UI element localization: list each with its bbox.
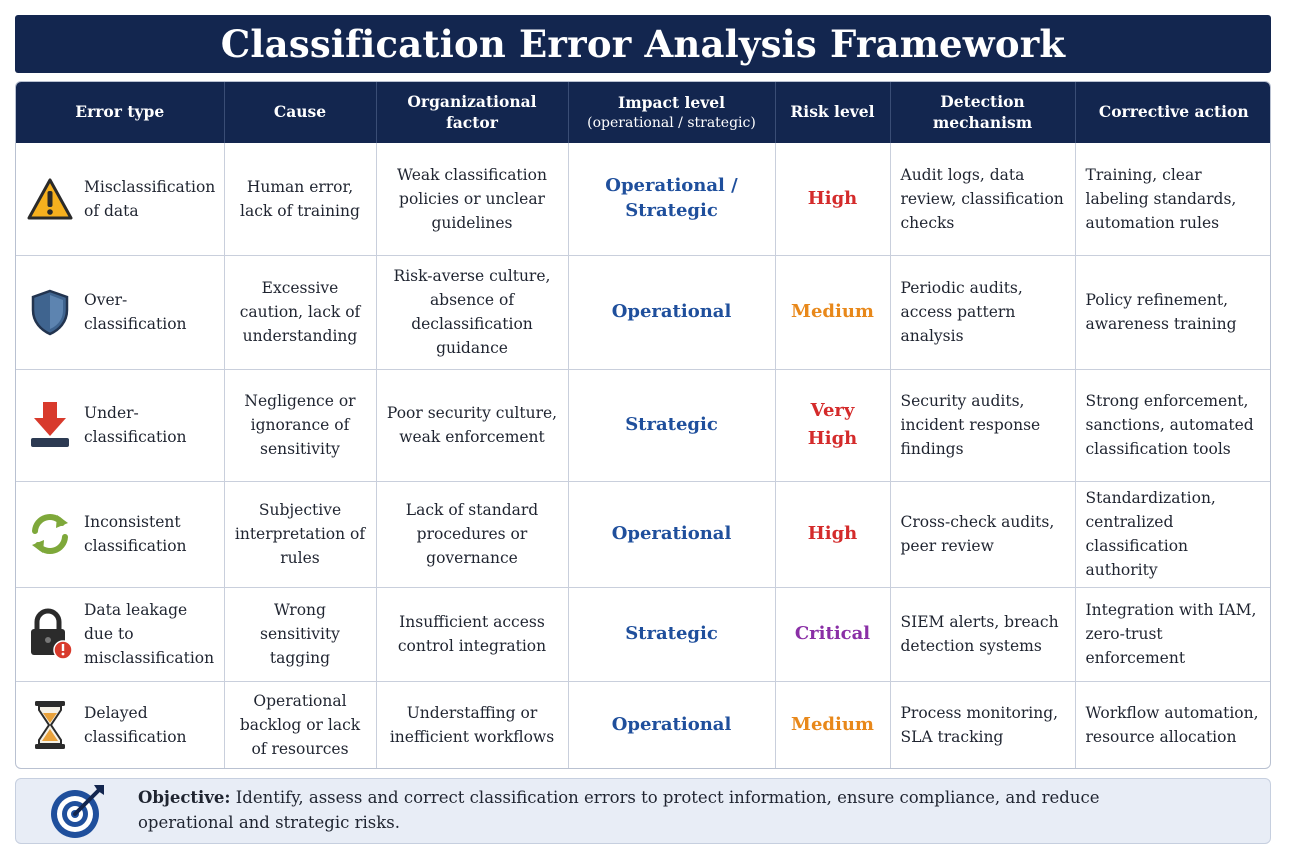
organizational-factor-cell: Insufficient access control integration <box>376 587 568 681</box>
detection-mechanism-cell: Security audits, incident response findings <box>890 369 1075 481</box>
corrective-action-cell: Workflow automation, resource allocation <box>1085 704 1259 747</box>
warning-icon <box>24 173 76 225</box>
risk-level-cell: High <box>775 143 890 255</box>
impact-level-cell: Operational <box>568 255 775 369</box>
header-impact-label: Impact level <box>617 92 726 112</box>
corrective-action-cell: Training, clear labeling standards, automation rules <box>1075 143 1271 255</box>
impact-level-cell: Operational / Strategic <box>568 143 775 255</box>
organizational-factor-cell: Understaffing or inefficient workflows <box>376 681 568 769</box>
objective-label: Objective: <box>138 788 231 808</box>
detection-mechanism-cell: Audit logs, data review, classification checks <box>890 143 1075 255</box>
detection-mechanism-cell: SIEM alerts, breach detection systems <box>890 587 1075 681</box>
hourglass-icon <box>24 699 76 751</box>
error-type-label: Data leakage due to misclassification <box>84 600 215 667</box>
header-risk-level: Risk level <box>775 82 890 143</box>
detection-mechanism-cell: Periodic audits, access pattern analysis <box>890 255 1075 369</box>
cause-cell: Operational backlog or lack of resources <box>224 681 376 769</box>
error-type-cell <box>16 681 224 769</box>
corrective-action-cell: Strong enforcement, sanctions, automated classification tools <box>1075 369 1271 481</box>
page-title: Classification Error Analysis Framework <box>15 15 1271 73</box>
error-type-cell <box>16 369 224 481</box>
cause-cell: Excessive caution, lack of understanding <box>224 255 376 369</box>
error-type-label: Under-classification <box>84 403 187 446</box>
corrective-action-cell: Integration with IAM, zero-trust enforcement <box>1075 587 1271 681</box>
header-organizational-factor: Organizational factor <box>376 82 568 143</box>
table-row <box>16 681 1271 769</box>
header-detection-mechanism: Detection mechanism <box>890 82 1075 143</box>
table-row <box>16 587 1271 681</box>
table-row <box>16 255 1271 369</box>
table-header-row <box>16 82 1271 143</box>
error-type-label: Misclassification of data <box>84 177 216 220</box>
organizational-factor-cell: Lack of standard procedures or governance <box>376 481 568 587</box>
detection-mechanism-cell: Cross-check audits, peer review <box>890 481 1075 587</box>
error-type-label: Delayed classification <box>84 704 187 747</box>
impact-level-cell: Operational <box>568 681 775 769</box>
risk-level-cell: Medium <box>775 681 890 769</box>
target-icon <box>48 781 108 841</box>
detection-mechanism-cell: Process monitoring, SLA tracking <box>890 681 1075 769</box>
header-error-type: Error type <box>16 82 224 143</box>
framework-table <box>15 81 1271 769</box>
table-row <box>16 481 1271 587</box>
error-type-cell <box>16 143 224 255</box>
objective-body: Identify, assess and correct classification errors to protect information, ensure compliance, and reduce operational and strategic risks. <box>138 788 1100 832</box>
error-type-cell <box>16 481 224 587</box>
objective-box <box>15 778 1271 844</box>
cause-cell: Wrong sensitivity tagging <box>224 587 376 681</box>
impact-level-cell: Strategic <box>568 587 775 681</box>
cause-cell: Subjective interpretation of rules <box>224 481 376 587</box>
impact-level-cell: Strategic <box>568 369 775 481</box>
corrective-action-cell: Policy refinement, awareness training <box>1075 255 1271 369</box>
error-type-label: Inconsistent classification <box>84 512 187 555</box>
header-cause: Cause <box>224 82 376 143</box>
risk-level-cell: Very High <box>775 369 890 481</box>
error-type-cell <box>16 587 224 681</box>
padlock-alert-icon <box>24 608 76 660</box>
cause-cell: Negligence or ignorance of sensitivity <box>224 369 376 481</box>
risk-level-cell: High <box>775 481 890 587</box>
header-impact-level <box>568 82 775 143</box>
table-row <box>16 369 1271 481</box>
table-row <box>16 143 1271 255</box>
impact-level-cell: Operational <box>568 481 775 587</box>
download-arrow-icon <box>24 399 76 451</box>
corrective-action-cell: Standardization, centralized classification authority <box>1075 481 1271 587</box>
cause-cell: Human error, lack of training <box>224 143 376 255</box>
shield-icon <box>24 286 76 338</box>
refresh-cycle-icon <box>24 508 76 560</box>
risk-level-cell: Medium <box>775 255 890 369</box>
error-type-label: Over-classification <box>84 290 187 333</box>
objective-text <box>138 786 1148 836</box>
organizational-factor-cell: Risk-averse culture, absence of declassification guidance <box>376 255 568 369</box>
organizational-factor-cell: Weak classification policies or unclear guidelines <box>376 143 568 255</box>
risk-level-cell: Critical <box>775 587 890 681</box>
organizational-factor-cell: Poor security culture, weak enforcement <box>376 369 568 481</box>
error-type-cell <box>16 255 224 369</box>
header-impact-sublabel: (operational / strategic) <box>587 114 756 131</box>
header-corrective-action: Corrective action <box>1075 82 1271 143</box>
